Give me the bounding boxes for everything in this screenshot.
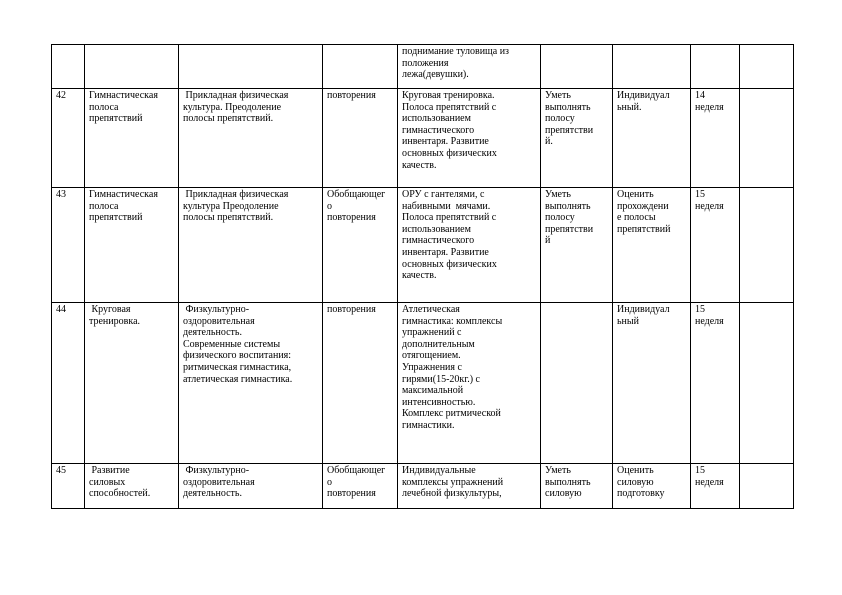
cell-text-line: основных физических	[402, 258, 497, 270]
cell-text-line: повторения	[327, 488, 376, 500]
notes-cell	[740, 89, 794, 188]
cell-text-line: неделя	[695, 315, 724, 327]
cell-text-line: неделя	[695, 101, 724, 113]
skills-requirements-cell	[541, 45, 613, 89]
cell-text-line: использованием	[402, 113, 471, 125]
cell-text-line: качеств.	[402, 270, 437, 282]
cell-text-line: упражнений с	[402, 327, 462, 339]
cell-text-line: препятствий	[617, 223, 671, 235]
control-type-cell	[613, 188, 691, 303]
cell-text-line: культура Преодоление	[183, 200, 279, 212]
skills-requirements-cell	[541, 464, 613, 509]
lesson-topic-cell	[85, 45, 179, 89]
cell-text-line: способностей.	[89, 488, 151, 500]
table-row	[52, 464, 794, 509]
cell-text-line: о	[327, 200, 332, 212]
cell-text-line: Уметь	[545, 465, 571, 476]
cell-text-line: Оценить	[617, 189, 654, 200]
lesson-date-cell	[691, 303, 740, 464]
cell-text-line: силовую	[545, 488, 582, 500]
lesson-type-cell	[323, 45, 398, 89]
cell-text-line: неделя	[695, 476, 724, 488]
skills-requirements-cell	[541, 89, 613, 188]
control-type-cell	[613, 464, 691, 509]
lesson-content-cell	[398, 188, 541, 303]
cell-text-line: использованием	[402, 223, 471, 235]
cell-text-line: максимальной	[402, 385, 464, 397]
cell-text-line: й.	[545, 136, 553, 148]
cell-text-line: Гимнастическая	[89, 90, 158, 101]
cell-text-line: 42	[56, 90, 66, 101]
cell-text-line: неделя	[695, 200, 724, 212]
cell-text-line: силовых	[89, 476, 126, 488]
lesson-type-cell	[323, 464, 398, 509]
cell-text-line: ОРУ с гантелями, с	[402, 189, 485, 200]
notes-cell	[740, 188, 794, 303]
cell-text-line: Физкультурно-	[183, 304, 250, 315]
lesson-content-cell	[398, 45, 541, 89]
cell-text-line: Круговая	[89, 304, 131, 315]
cell-text-line: выполнять	[545, 101, 591, 113]
lesson-number-cell	[52, 89, 85, 188]
cell-text-line: Индивидуал	[617, 90, 670, 101]
cell-text-line: тренировка.	[89, 315, 141, 327]
cell-text-line: Обобщающег	[327, 189, 386, 200]
cell-text-line: Упражнения с	[402, 361, 462, 373]
cell-text-line: о	[327, 476, 332, 488]
notes-cell	[740, 303, 794, 464]
control-type-cell	[613, 45, 691, 89]
cell-text-line: инвентаря. Развитие	[402, 246, 489, 258]
cell-text-line: положения	[402, 57, 449, 69]
table-row	[52, 45, 794, 89]
cell-text-line: гимнастического	[402, 235, 475, 247]
cell-text-line: Оценить	[617, 465, 654, 476]
cell-text-line: 15	[695, 189, 705, 200]
cell-text-line: полоса	[89, 101, 119, 113]
control-type-cell	[613, 89, 691, 188]
cell-text-line: комплексы упражнений	[402, 476, 504, 488]
cell-text-line: Уметь	[545, 189, 571, 200]
cell-text-line: Атлетическая	[402, 304, 460, 315]
cell-text-line: оздоровительная	[183, 476, 255, 488]
cell-text-line: качеств.	[402, 159, 437, 171]
program-section-cell	[179, 303, 323, 464]
table-body	[52, 45, 794, 509]
lesson-number-cell	[52, 188, 85, 303]
cell-text-line: набивными мячами.	[402, 200, 491, 212]
lesson-topic-cell	[85, 89, 179, 188]
table-row	[52, 89, 794, 188]
cell-text-line: гимнастического	[402, 124, 475, 136]
lesson-type-cell	[323, 303, 398, 464]
cell-text-line: гирями(15-20кг.) с	[402, 373, 480, 385]
cell-text-line: интенсивностью.	[402, 396, 476, 408]
cell-text-line: е полосы	[617, 212, 656, 224]
cell-text-line: Уметь	[545, 90, 571, 101]
cell-text-line: Физкультурно-	[183, 465, 250, 476]
cell-text-line: 43	[56, 189, 66, 200]
cell-text-line: инвентаря. Развитие	[402, 136, 489, 148]
cell-text-line: 15	[695, 465, 705, 476]
cell-text-line: Обобщающег	[327, 465, 386, 476]
cell-text-line: Комплекс ритмической	[402, 408, 501, 420]
skills-requirements-cell	[541, 303, 613, 464]
cell-text-line: препятствий	[89, 212, 143, 224]
cell-text-line: лечебной физкультуры,	[402, 488, 502, 500]
cell-text-line: прохождени	[617, 200, 669, 212]
cell-text-line: Индивидуал	[617, 304, 670, 315]
cell-text-line: оздоровительная	[183, 315, 255, 327]
cell-text-line: Современные системы	[183, 338, 281, 350]
cell-text-line: атлетическая гимнастика.	[183, 373, 293, 385]
cell-text-line: полосы препятствий.	[183, 113, 274, 125]
cell-text-line: дополнительным	[402, 338, 475, 350]
notes-cell	[740, 45, 794, 89]
cell-text-line: подготовку	[617, 488, 665, 500]
cell-text-line: повторения	[327, 90, 376, 101]
lesson-date-cell	[691, 188, 740, 303]
cell-text-line: Прикладная физическая	[183, 90, 289, 101]
lesson-content-cell	[398, 89, 541, 188]
lesson-date-cell	[691, 45, 740, 89]
lesson-topic-cell	[85, 464, 179, 509]
lesson-topic-cell	[85, 188, 179, 303]
lesson-number-cell	[52, 45, 85, 89]
table-row	[52, 303, 794, 464]
program-section-cell	[179, 89, 323, 188]
program-section-cell	[179, 188, 323, 303]
cell-text-line: ьный.	[617, 101, 642, 113]
cell-text-line: 45	[56, 465, 66, 476]
program-section-cell	[179, 464, 323, 509]
cell-text-line: выполнять	[545, 200, 591, 212]
lesson-plan-table	[51, 44, 794, 509]
cell-text-line: препятствий	[89, 113, 143, 125]
cell-text-line: гимнастики.	[402, 419, 455, 431]
cell-text-line: препятстви	[545, 223, 594, 235]
cell-text-line: 14	[695, 90, 705, 101]
cell-text-line: ьный	[617, 315, 639, 327]
cell-text-line: 15	[695, 304, 705, 315]
lesson-type-cell	[323, 188, 398, 303]
lesson-number-cell	[52, 303, 85, 464]
cell-text-line: 44	[56, 304, 66, 315]
cell-text-line: поднимание туловища из	[402, 46, 509, 57]
cell-text-line: отягощением.	[402, 350, 461, 362]
control-type-cell	[613, 303, 691, 464]
lesson-topic-cell	[85, 303, 179, 464]
lesson-date-cell	[691, 464, 740, 509]
lesson-content-cell	[398, 303, 541, 464]
cell-text-line: повторения	[327, 304, 376, 315]
program-section-cell	[179, 45, 323, 89]
cell-text-line: полосы препятствий.	[183, 212, 274, 224]
cell-text-line: культура. Преодоление	[183, 101, 282, 113]
cell-text-line: полосу	[545, 113, 575, 125]
cell-text-line: полосу	[545, 212, 575, 224]
cell-text-line: препятстви	[545, 124, 594, 136]
table-row	[52, 188, 794, 303]
cell-text-line: Прикладная физическая	[183, 189, 289, 200]
cell-text-line: лежа(девушки).	[402, 69, 469, 81]
lesson-number-cell	[52, 464, 85, 509]
cell-text-line: деятельность.	[183, 488, 242, 500]
cell-text-line: Круговая тренировка.	[402, 90, 495, 101]
lesson-content-cell	[398, 464, 541, 509]
cell-text-line: Полоса препятствий с	[402, 101, 497, 113]
cell-text-line: Полоса препятствий с	[402, 212, 497, 224]
cell-text-line: выполнять	[545, 476, 591, 488]
cell-text-line: Развитие	[89, 465, 130, 476]
cell-text-line: физического воспитания:	[183, 350, 292, 362]
lesson-date-cell	[691, 89, 740, 188]
cell-text-line: основных физических	[402, 147, 497, 159]
cell-text-line: повторения	[327, 212, 376, 224]
cell-text-line: деятельность.	[183, 327, 242, 339]
cell-text-line: полоса	[89, 200, 119, 212]
cell-text-line: Гимнастическая	[89, 189, 158, 200]
cell-text-line: Индивидуальные	[402, 465, 476, 476]
notes-cell	[740, 464, 794, 509]
skills-requirements-cell	[541, 188, 613, 303]
cell-text-line: ритмическая гимнастика,	[183, 361, 292, 373]
lesson-type-cell	[323, 89, 398, 188]
cell-text-line: гимнастика: комплексы	[402, 315, 503, 327]
cell-text-line: силовую	[617, 476, 654, 488]
cell-text-line: й	[545, 235, 551, 247]
